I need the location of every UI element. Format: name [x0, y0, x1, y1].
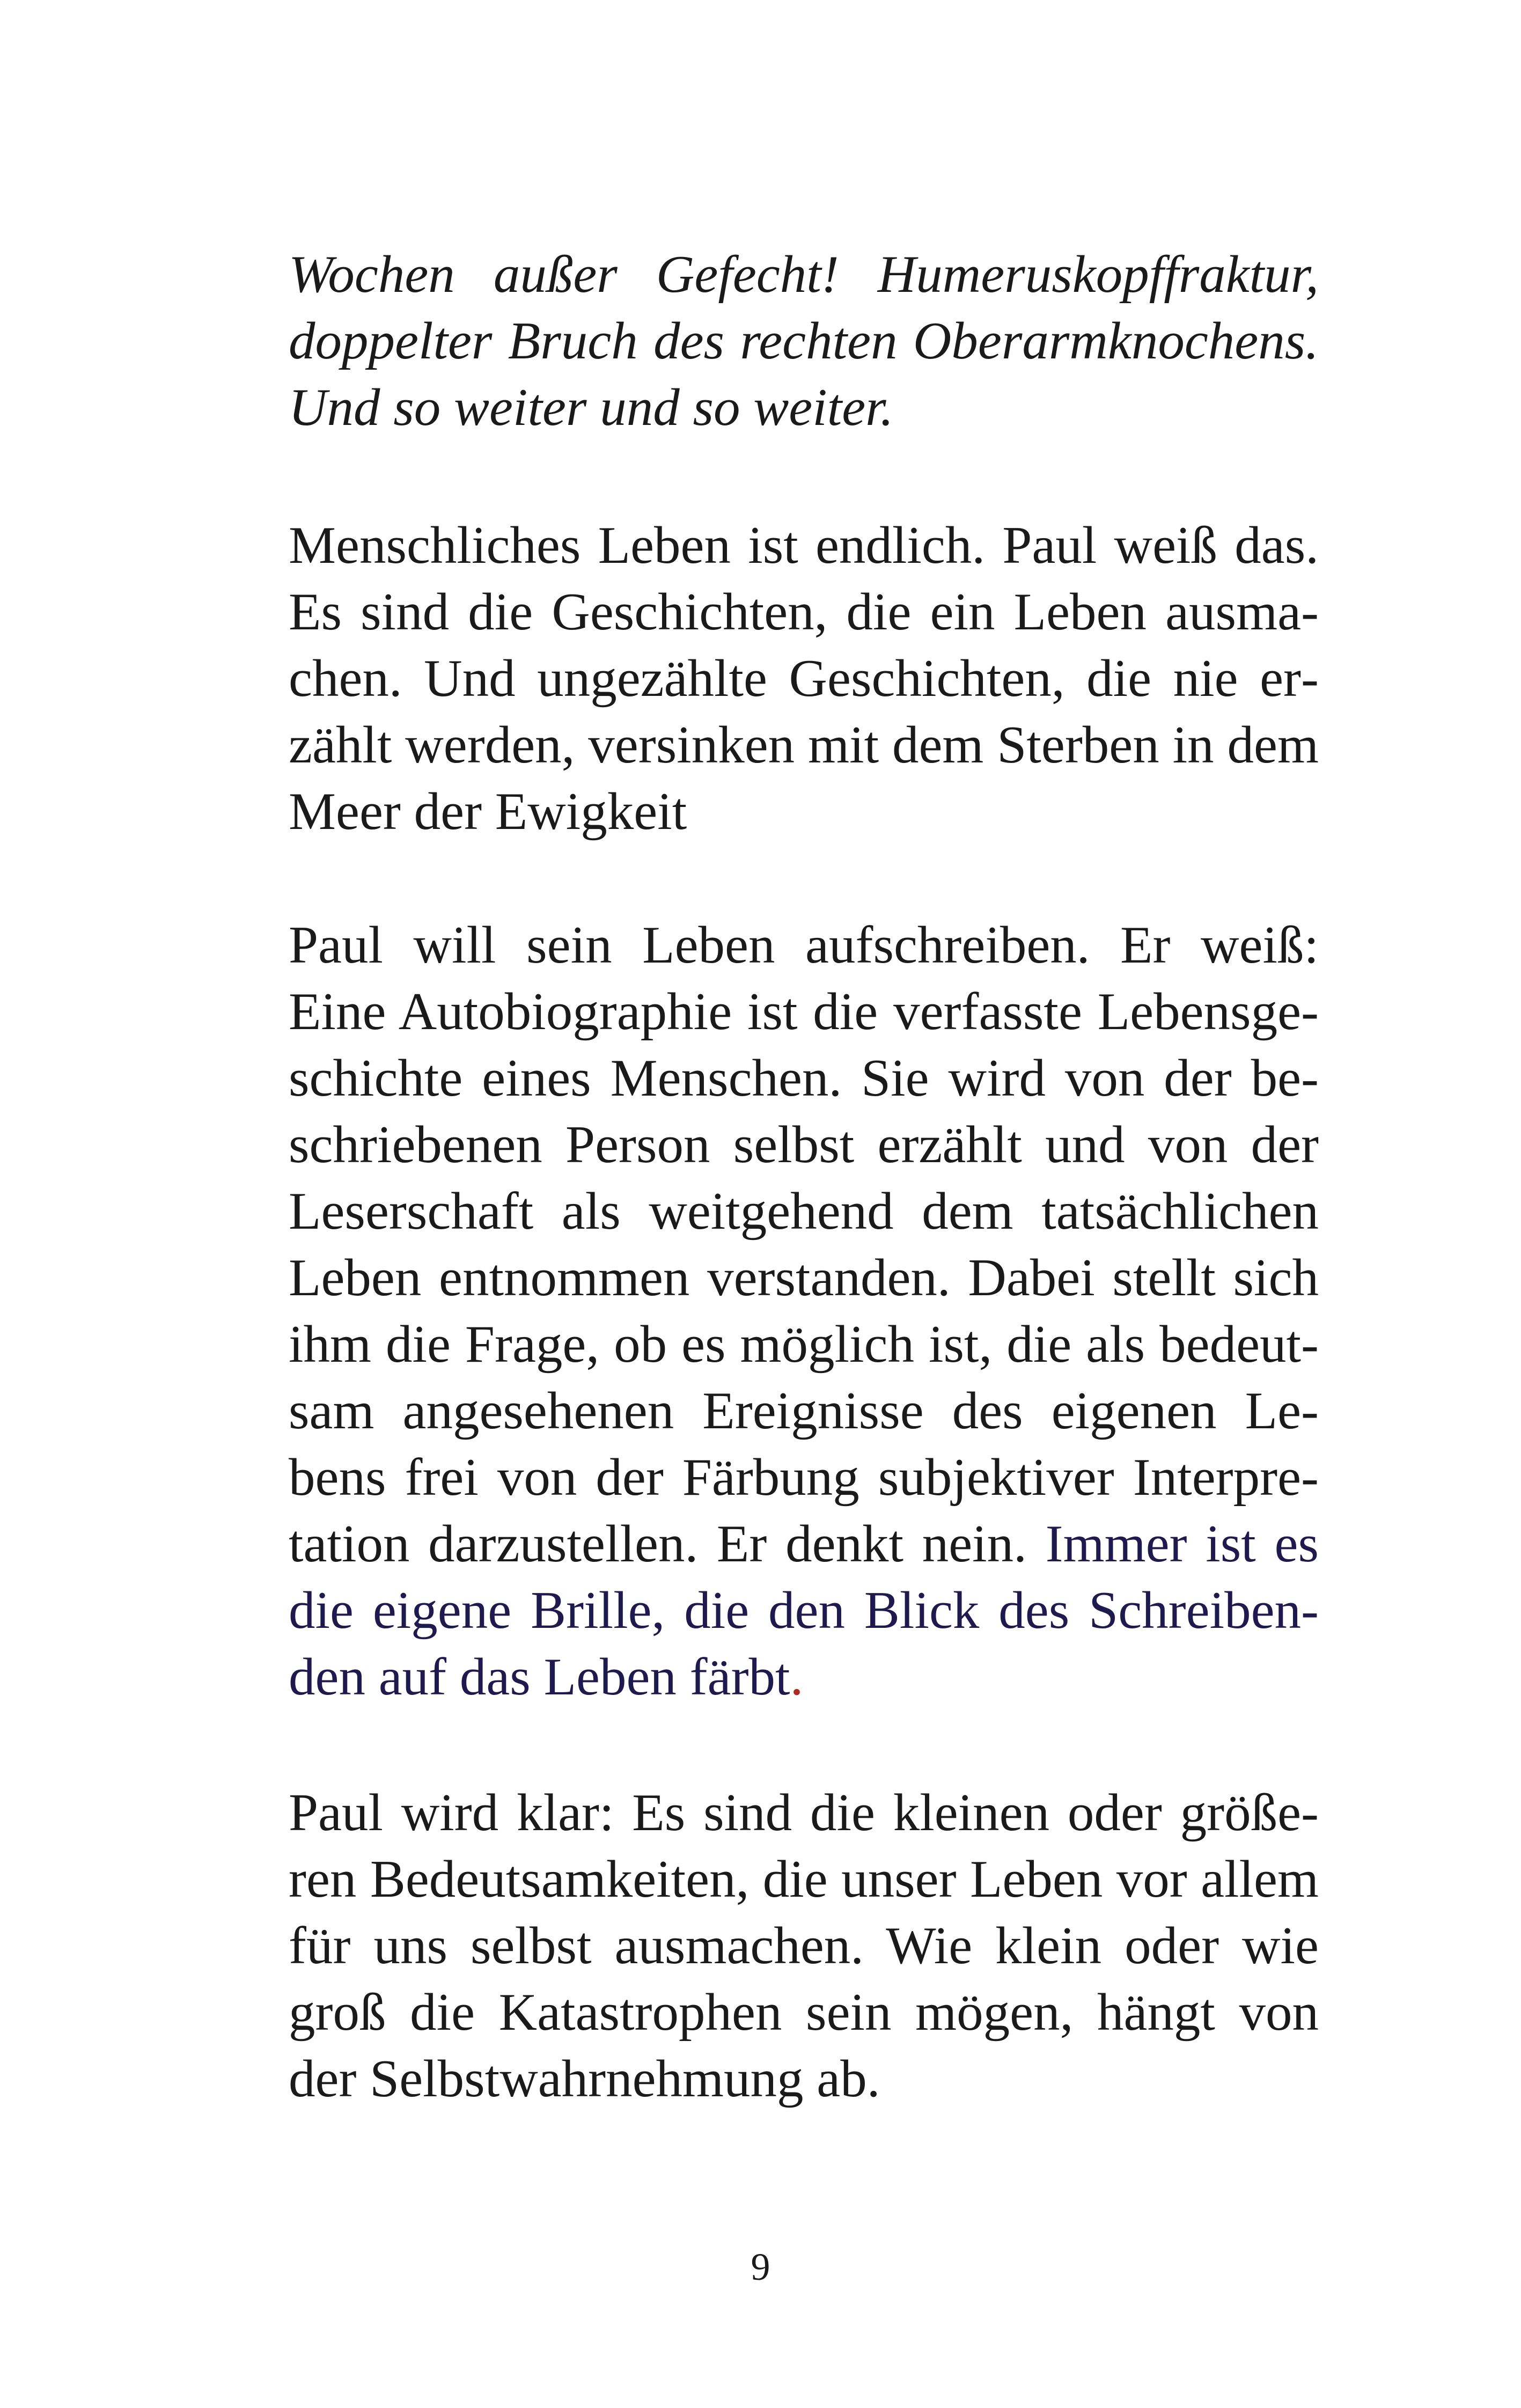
paragraph-3-period: .: [790, 1648, 804, 1706]
paragraph-3-text: Paul will sein Leben aufschreiben. Er weiß: Eine Autobiographie ist die verfasste Lebensgeschichte eines Menschen. Sie wird von der beschriebenen Person selbst erzählt und von der Leserschaft als weitgehend dem tatsächlichen Leben entnommen verstanden. Dabei stellt sich ihm die Frage, ob es möglich ist, die als bedeutsam angesehenen Ereignisse des eigenen Lebens frei von der Färbung subjektiver Interpretation darzustellen. Er denkt nein.: [289, 916, 1319, 1573]
paragraph-4-text: Paul wird klar: Es sind die kleinen oder größeren Bedeutsamkeiten, die unser Leben vor allem für uns selbst ausmachen. Wie klein oder wie groß die Katastrophen sein mögen, hängt von der Selbstwahrnehmung ab.: [289, 1783, 1319, 2108]
paragraph-2-text: Menschliches Leben ist endlich. Paul weiß das. Es sind die Geschichten, die ein Leben ausmachen. Und ungezählte Geschichten, die nie erzählt werden, versinken mit dem Sterben in dem Meer der Ewigkeit: [289, 516, 1319, 841]
paragraph-italic-intro: [289, 241, 1319, 441]
page-number: 9: [751, 2245, 770, 2288]
paragraph-significance: [289, 1780, 1319, 2112]
paragraph-1-text: Wochen außer Gefecht! Humeruskopffraktur, doppelter Bruch des rechten Oberarmknochens. Und so weiter und so weiter.: [289, 245, 1319, 437]
paragraph-mortality: [289, 512, 1319, 845]
paragraph-3-highlighted-text: Immer ist es die eigene Brille, die den Blick des Schreibenden auf das Leben färbt: [289, 1515, 1319, 1706]
paragraph-autobiography: [289, 912, 1319, 1710]
